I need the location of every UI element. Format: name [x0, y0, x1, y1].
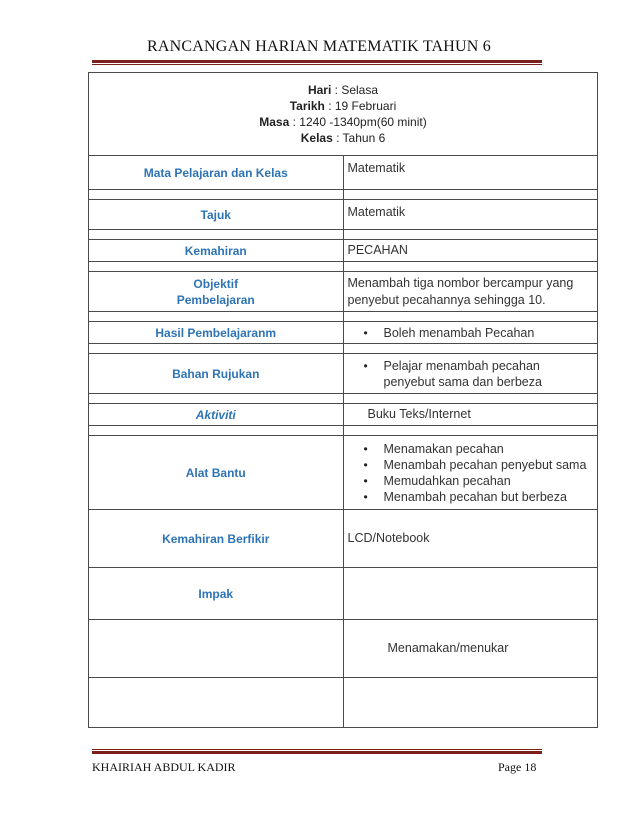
row-alat-bantu [89, 436, 598, 510]
list-item: • Menamakan pecahan [384, 441, 594, 457]
row-objektif [89, 272, 598, 312]
tajuk-value: Matematik [343, 200, 598, 230]
masa-label: Masa [259, 115, 290, 129]
header-rule-thick [92, 60, 542, 63]
objektif-value: Menambah tiga nombor bercampur yang penyebut pecahannya sehingga 10. [343, 272, 598, 312]
footer-rule-thick [92, 751, 542, 754]
masa-value: : 1240 -1340pm(60 minit) [292, 115, 427, 129]
kelas-value: : Tahun 6 [336, 131, 386, 145]
gap-row [89, 394, 598, 404]
lesson-header-cell [89, 73, 598, 156]
aktiviti-label: Aktiviti [89, 404, 344, 426]
objektif-label [89, 272, 344, 312]
list-item: • Pelajar menambah pecahan penyebut sama dan berbeza [384, 358, 594, 390]
kemahiran-label: Kemahiran [89, 240, 344, 262]
list-item: • Boleh menambah Pecahan [384, 325, 594, 341]
aktiviti-value: Buku Teks/Internet [343, 404, 598, 426]
row-mata-pelajaran [89, 156, 598, 190]
kelas-line [93, 130, 593, 146]
mata-pelajaran-label: Mata Pelajaran dan Kelas [89, 156, 344, 190]
kemahiran-berfikir-label: Kemahiran Berfikir [89, 510, 344, 568]
row-kemahiran-berfikir [89, 510, 598, 568]
hasil-value [343, 322, 598, 344]
impak-value [343, 568, 598, 620]
masa-line [93, 114, 593, 130]
mata-pelajaran-value: Matematik [343, 156, 598, 190]
hasil-label: Hasil Pembelajaranm [89, 322, 344, 344]
footer-page-number: Page 18 [498, 760, 537, 774]
gap-row [89, 312, 598, 322]
row-impak [89, 568, 598, 620]
gap-row [89, 190, 598, 200]
tarikh-value: : 19 Februari [328, 99, 397, 113]
row-aktiviti [89, 404, 598, 426]
alat-bantu-value [343, 436, 598, 510]
list-item: • Memudahkan pecahan [384, 473, 594, 489]
gap-row [89, 426, 598, 436]
lesson-plan-table [88, 72, 598, 728]
objektif-label-line1: Objektif [193, 276, 239, 291]
extra-2-label [89, 678, 344, 728]
row-kemahiran [89, 240, 598, 262]
impak-label: Impak [89, 568, 344, 620]
row-extra-1 [89, 620, 598, 678]
row-extra-2 [89, 678, 598, 728]
page-title: RANCANGAN HARIAN MATEMATIK TAHUN 6 [147, 38, 491, 55]
hari-value: : Selasa [334, 83, 379, 97]
bahan-label: Bahan Rujukan [89, 354, 344, 394]
row-tajuk [89, 200, 598, 230]
tajuk-label: Tajuk [89, 200, 344, 230]
footer-rule-thin [92, 749, 542, 750]
kemahiran-value: PECAHAN [343, 240, 598, 262]
objektif-label-line2: Pembelajaran [176, 292, 255, 307]
list-item: • Menambah pecahan penyebut sama [384, 457, 594, 473]
hari-line [93, 82, 593, 98]
row-hasil [89, 322, 598, 344]
kelas-label: Kelas [300, 131, 333, 145]
gap-row [89, 344, 598, 354]
extra-1-value: Menamakan/menukar [343, 620, 598, 678]
tarikh-line [93, 98, 593, 114]
footer-author: KHAIRIAH ABDUL KADIR [92, 760, 236, 774]
gap-row [89, 230, 598, 240]
kemahiran-berfikir-value: LCD/Notebook [343, 510, 598, 568]
hari-label: Hari [307, 83, 332, 97]
row-bahan [89, 354, 598, 394]
list-item: • Menambah pecahan but berbeza [384, 489, 594, 505]
tarikh-label: Tarikh [289, 99, 325, 113]
gap-row [89, 262, 598, 272]
header-rule-thin [92, 64, 542, 65]
bahan-value [343, 354, 598, 394]
alat-bantu-label: Alat Bantu [89, 436, 344, 510]
extra-1-label [89, 620, 344, 678]
extra-2-value [343, 678, 598, 728]
